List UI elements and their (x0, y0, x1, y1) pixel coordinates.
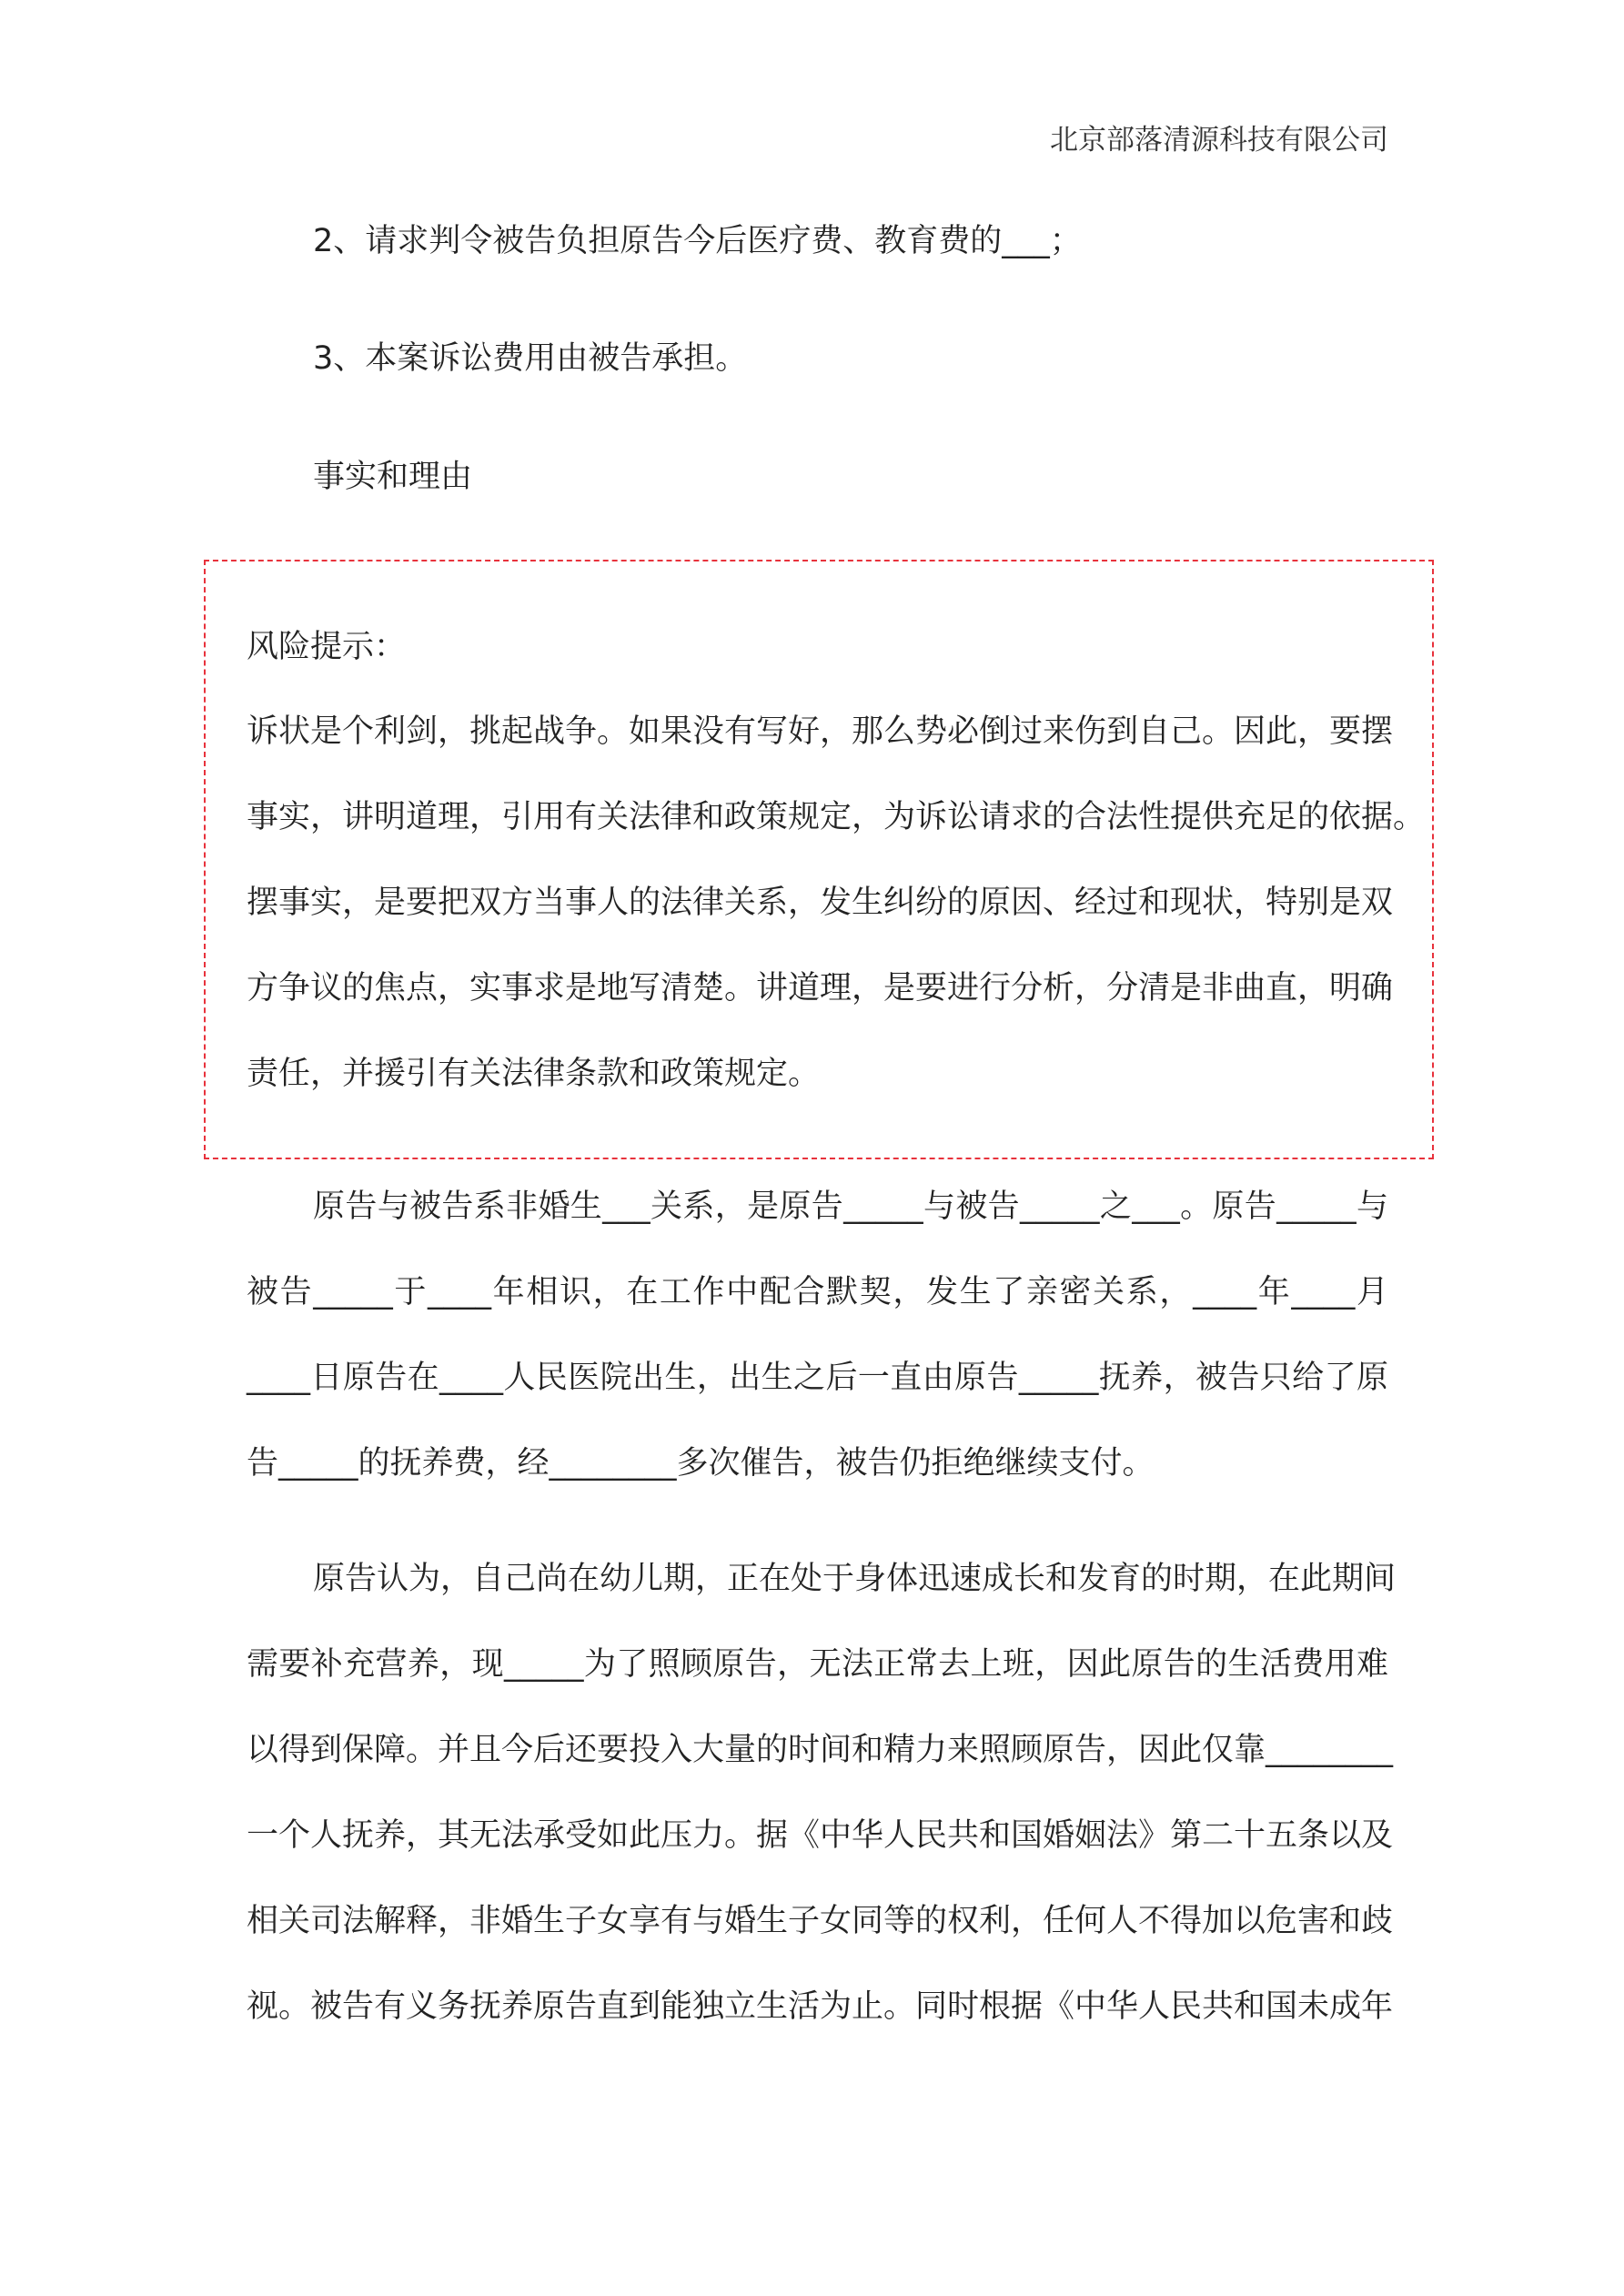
risk-tip-line: 诉状是个利剑，挑起战争。如果没有写好，那么势必倒过来伤到自己。因此，要摆 (247, 713, 1394, 750)
paragraph-line: 视。被告有义务抚养原告直到能独立生活为止。同时根据《中华人民共和国未成年 (247, 1988, 1394, 2025)
paragraph-line: 告_____的抚养费，经________多次催告，被告仍拒绝继续支付。 (247, 1445, 1155, 1482)
risk-tip-line: 方争议的焦点，实事求是地写清楚。讲道理，是要进行分析，分清是非曲直，明确 (247, 970, 1394, 1006)
paragraph-line: 相关司法解释，非婚生子女享有与婚生子女同等的权利，任何人不得加以危害和歧 (247, 1903, 1394, 1939)
risk-tip-line: 事实，讲明道理，引用有关法律和政策规定，为诉讼请求的合法性提供充足的依据。 (247, 799, 1426, 835)
risk-tip-title: 风险提示： (247, 629, 407, 665)
risk-tip-line: 摆事实，是要把双方当事人的法律关系，发生纠纷的原因、经过和现状，特别是双 (247, 885, 1394, 921)
paragraph-line: 原告认为，自己尚在幼儿期，正在处于身体迅速成长和发育的时期，在此期间 (313, 1561, 1397, 1597)
paragraph-line: 被告_____于____年相识，在工作中配合默契，发生了亲密关系，____年____月 (247, 1274, 1388, 1310)
risk-tip-line: 责任，并援引有关法律条款和政策规定。 (247, 1056, 821, 1092)
paragraph-line: 原告与被告系非婚生___关系，是原告_____与被告_____之___。原告_____与 (313, 1188, 1388, 1225)
claim-2: 2、请求判令被告负担原告今后医疗费、教育费的___； (313, 223, 1082, 259)
paragraph-line: ____日原告在____人民医院出生，出生之后一直由原告_____抚养，被告只给了原 (247, 1360, 1388, 1396)
section-title: 事实和理由 (313, 459, 473, 495)
paragraph-line: 以得到保障。并且今后还要投入大量的时间和精力来照顾原告，因此仅靠________ (247, 1732, 1394, 1768)
paragraph-line: 一个人抚养，其无法承受如此压力。据《中华人民共和国婚姻法》第二十五条以及 (247, 1817, 1394, 1854)
page-header-company: 北京部落清源科技有限公司 (1050, 124, 1388, 157)
paragraph-line: 需要补充营养，现_____为了照顾原告，无法正常去上班，因此原告的生活费用难 (247, 1646, 1388, 1683)
claim-3: 3、本案诉讼费用由被告承担。 (313, 340, 748, 377)
